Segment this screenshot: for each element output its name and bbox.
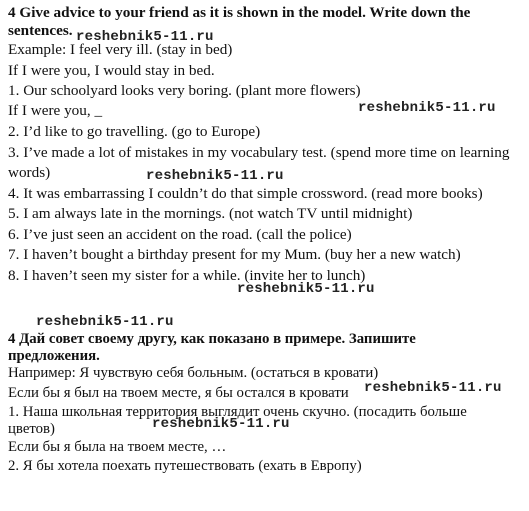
item-1-en: 1. Our schoolyard looks very boring. (plant more flowers) bbox=[8, 82, 361, 99]
watermark: reshebnik5-11.ru bbox=[364, 380, 502, 396]
exercise-title-en-line1: 4 Give advice to your friend as it is shown in the model. Write down the bbox=[8, 4, 471, 21]
watermark: reshebnik5-11.ru bbox=[152, 416, 290, 432]
watermark: reshebnik5-11.ru bbox=[76, 29, 214, 45]
watermark: reshebnik5-11.ru bbox=[146, 168, 284, 184]
watermark: reshebnik5-11.ru bbox=[36, 314, 174, 330]
item-6-en: 6. I’ve just seen an accident on the road. (call the police) bbox=[8, 226, 352, 243]
item-8-en: 8. I haven’t seen my sister for a while. (invite her to lunch) bbox=[8, 267, 366, 284]
item-1-answer-ru: Если бы я была на твоем месте, … bbox=[8, 439, 227, 455]
example-answer-en: If I were you, I would stay in bed. bbox=[8, 62, 215, 79]
item-1-answer-en: If I were you, _ bbox=[8, 102, 103, 119]
item-2-ru: 2. Я бы хотела поехать путешествовать (ехать в Европу) bbox=[8, 458, 362, 474]
example-answer-ru: Если бы я был на твоем месте, я бы остался в кровати bbox=[8, 385, 349, 401]
item-3-en-line2: words) bbox=[8, 164, 51, 181]
exercise-title-en-line2: sentences. bbox=[8, 22, 73, 39]
item-5-en: 5. I am always late in the mornings. (not watch TV until midnight) bbox=[8, 205, 413, 222]
item-7-en: 7. I haven’t bought a birthday present for my Mum. (buy her a new watch) bbox=[8, 246, 461, 263]
exercise-title-ru-line1: 4 Дай совет своему другу, как показано в примере. Запишите bbox=[8, 331, 416, 347]
item-1-ru-line1: 1. Наша школьная территория выглядит очень скучно. (посадить больше bbox=[8, 404, 467, 420]
item-3-en-line1: 3. I’ve made a lot of mistakes in my vocabulary test. (spend more time on learning bbox=[8, 144, 510, 161]
exercise-title-ru-line2: предложения. bbox=[8, 348, 100, 364]
item-1-ru-line2: цветов) bbox=[8, 421, 55, 437]
item-2-en: 2. I’d like to go travelling. (go to Europe) bbox=[8, 123, 261, 140]
watermark: reshebnik5-11.ru bbox=[237, 281, 375, 297]
item-4-en: 4. It was embarrassing I couldn’t do that simple crossword. (read more books) bbox=[8, 185, 483, 202]
example-en: Example: I feel very ill. (stay in bed) bbox=[8, 41, 233, 58]
watermark: reshebnik5-11.ru bbox=[358, 100, 496, 116]
example-ru: Например: Я чувствую себя больным. (остаться в кровати) bbox=[8, 365, 379, 381]
